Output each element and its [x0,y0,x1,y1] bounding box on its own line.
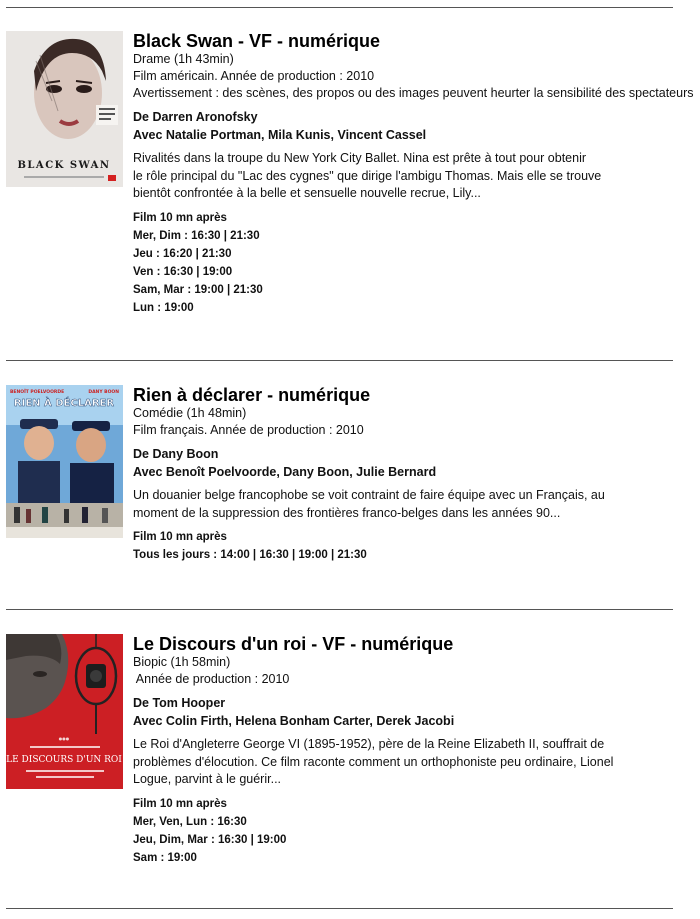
film-warning: Avertissement : des scènes, des propos ou des images peuvent heurter la sensibilité des spectateurs [133,86,694,100]
showtime-line: Jeu, Dim, Mar : 16:30 | 19:00 [133,833,287,846]
film-listing [0,634,700,864]
film-title[interactable]: Le Discours d'un roi - VF - numérique [133,634,454,654]
showtime-line: Jeu : 16:20 | 21:30 [133,247,232,260]
separator-line [6,7,673,8]
separator-line [6,360,673,361]
film-cast: Avec Natalie Portman, Mila Kunis, Vincent Cassel [133,128,427,142]
film-synopsis [133,150,700,203]
black-swan-poster[interactable] [6,31,123,187]
film-showtimes [133,795,700,867]
synopsis-line: problèmes d'élocution. Ce film raconte comment un orthophoniste peu ordinaire, Lionel [133,754,614,769]
film-production: Film français. Année de production : 2010 [133,423,364,437]
film-listing [0,31,700,314]
film-genre: Comédie (1h 48min) [133,406,247,420]
separator-line [6,908,673,909]
film-cast: Avec Colin Firth, Helena Bonham Carter, Derek Jacobi [133,714,455,728]
showtime-line: Tous les jours : 14:00 | 16:30 | 19:00 | 21:30 [133,549,367,561]
synopsis-line: Logue, parvint à le guérir... [133,772,282,786]
film-cast: Avec Benoît Poelvoorde, Dany Boon, Julie Bernard [133,465,437,479]
poster-actor-left: BENOÎT POELVOORDE [10,390,65,395]
poster-actor-right: DANY BOON [88,390,119,395]
film-listing [0,385,700,615]
film-title[interactable]: Black Swan - VF - numérique [133,31,381,51]
svg-text:●●●: ●●● [58,736,70,741]
synopsis-line: bientôt confrontée à la belle et sensuelle nouvelle recrue, Lily... [133,186,481,200]
poster-title: RIEN À DÉCLARER [13,398,115,409]
showtime-line: Lun : 19:00 [133,301,194,314]
showtime-line: Sam, Mar : 19:00 | 21:30 [133,283,263,296]
showtime-line: Sam : 19:00 [133,851,197,864]
rien-a-declarer-poster[interactable] [6,385,123,538]
film-synopsis [133,487,700,522]
poster-title: BLACK SWAN [17,160,111,171]
synopsis-line: le rôle principal du "Lac des cygnes" que dirige l'ambigu Thomas. Mais elle se trouve [133,168,602,183]
synopsis-line: Le Roi d'Angleterre George VI (1895-1952), père de la Reine Elizabeth II, souffrait de [133,737,605,751]
film-production: Film américain. Année de production : 2010 [133,69,375,83]
film-info [133,31,700,317]
film-director: De Dany Boon [133,447,219,461]
showtime-line: Mer, Dim : 16:30 | 21:30 [133,229,260,242]
film-director: De Tom Hooper [133,696,226,710]
showtime-line: Ven : 16:30 | 19:00 [133,265,233,278]
film-info [133,385,700,564]
showtime-line: Mer, Ven, Lun : 16:30 [133,815,247,828]
film-title[interactable]: Rien à déclarer - numérique [133,385,371,405]
showtime-line: Film 10 mn après [133,531,227,543]
film-showtimes [133,528,700,564]
showtime-line: Film 10 mn après [133,797,227,810]
discours-dun-roi-poster[interactable] [6,634,123,789]
synopsis-line: moment de la suppression des frontières franco-belges dans les années 90... [133,505,561,520]
film-production: Année de production : 2010 [133,672,290,686]
synopsis-line: Rivalités dans la troupe du New York City Ballet. Nina est prête à tout pour obtenir [133,151,587,165]
film-synopsis [133,736,700,789]
synopsis-line: Un douanier belge francophobe se voit contraint de faire équipe avec un Français, au [133,488,605,502]
film-info [133,634,700,867]
film-genre: Biopic (1h 58min) [133,655,231,669]
showtime-line: Film 10 mn après [133,211,227,224]
film-showtimes [133,209,700,317]
film-genre: Drame (1h 43min) [133,52,234,66]
film-director: De Darren Aronofsky [133,110,258,124]
poster-title: LE DISCOURS D'UN ROI [6,755,122,765]
